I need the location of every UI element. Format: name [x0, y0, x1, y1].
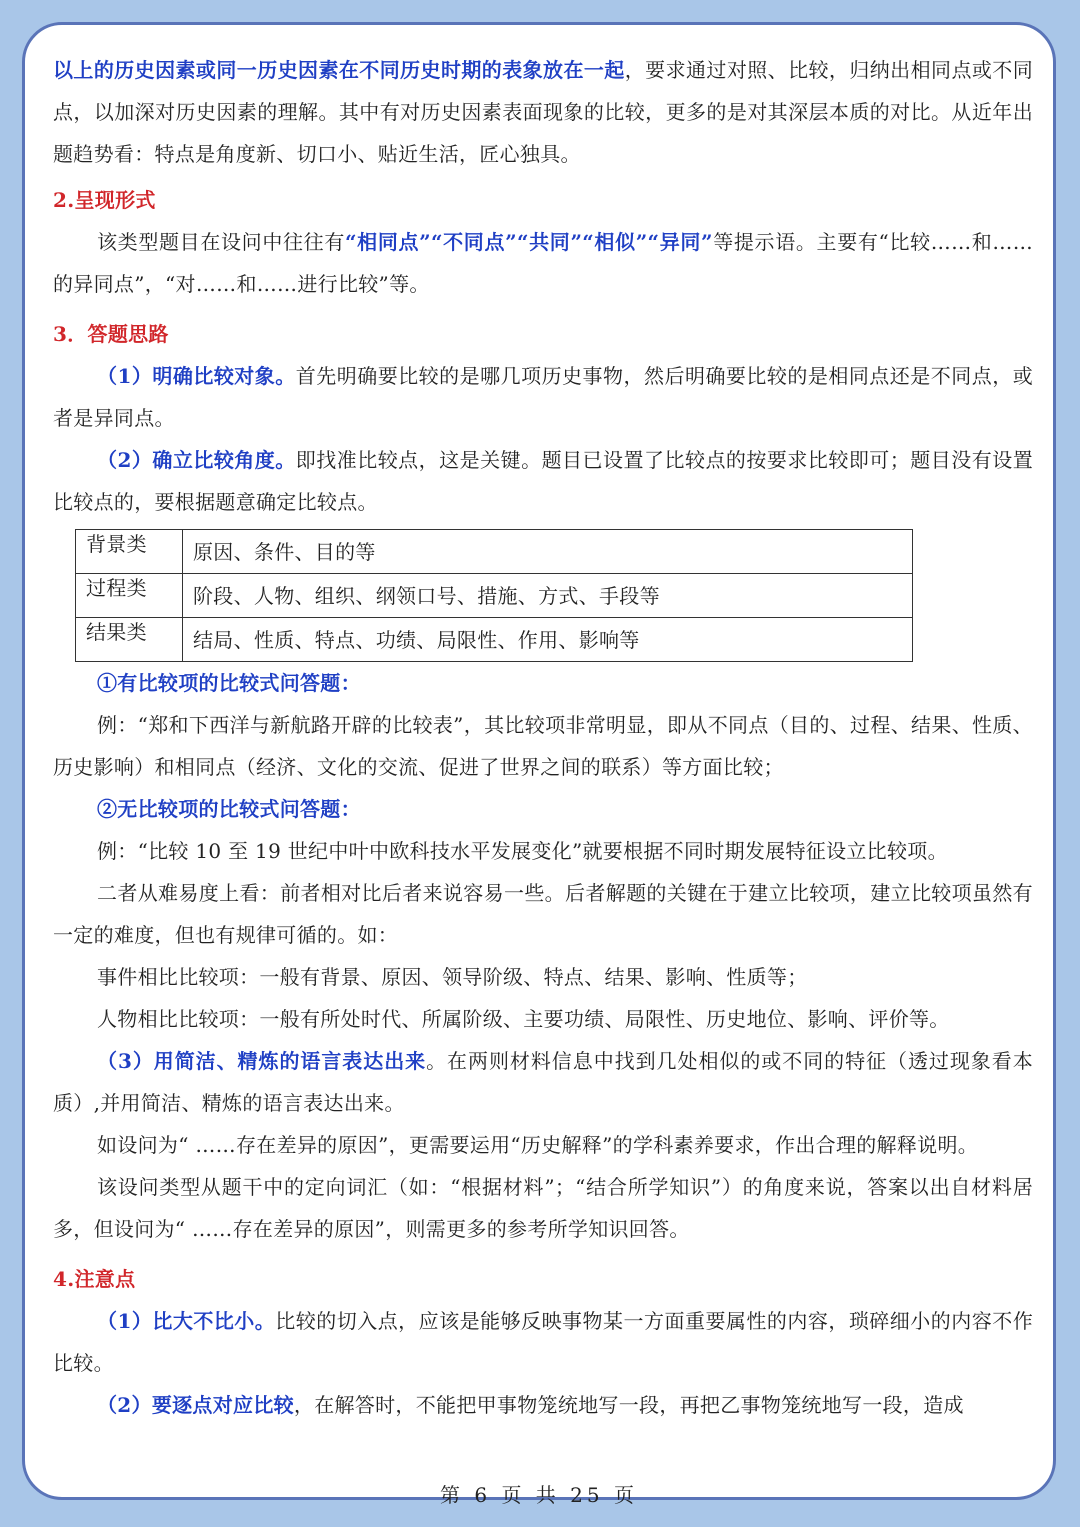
- page-frame: [22, 22, 1056, 1507]
- note-2-text: ，在解答时，不能把甲事物笼统地写一段，再把乙事物笼统地写一段，造成: [293, 1393, 964, 1417]
- paragraph-note-1: [53, 1300, 1033, 1384]
- paragraph-with-items-example: 例：“郑和下西洋与新航路开辟的比较表”，其比较项非常明显，即从不同点（目的、过程、结果、性质、历史影响）和相同点（经济、文化的交流、促进了世界之间的联系）等方面比较；: [53, 713, 1033, 779]
- subheading-with-items: ①有比较项的比较式问答题：: [97, 671, 361, 695]
- table-row: [76, 618, 913, 662]
- table-category: 结果类: [76, 618, 183, 662]
- subheading-without-items: ②无比较项的比较式问答题：: [97, 797, 361, 821]
- step-3-text: 。在两则材料信息中找到几处相似的或不同的特征（透过现象看本质）,并用简洁、精炼的语言表达出来。: [53, 1049, 1033, 1115]
- table-items: 原因、条件、目的等: [183, 530, 913, 574]
- paragraph-difficulty: 二者从难易度上看：前者相对比后者来说容易一些。后者解题的关键在于建立比较项，建立比较项虽然有一定的难度，但也有规律可循的。如：: [53, 881, 1033, 947]
- table-row: [76, 574, 913, 618]
- page-number-footer: 第 6 页 共 25 页: [440, 1483, 638, 1507]
- note-1-head: （1）比大不比小。: [97, 1309, 276, 1333]
- document-body: [53, 49, 1033, 1426]
- paragraph-question-type: 该设问类型从题干中的定向词汇（如：“根据材料”；“结合所学知识”）的角度来说，答案以出自材料居多，但设问为“ ……存在差异的原因”，则需更多的参考所学知识回答。: [53, 1175, 1033, 1241]
- paragraph-step-1: [53, 355, 1033, 439]
- presentation-text-c: 等提示语。主要有“比较……和……的异同点”，“对……和……进行比较”等。: [53, 230, 1034, 296]
- paragraph-person-items: 人物相比比较项：一般有所处时代、所属阶级、主要功绩、局限性、历史地位、影响、评价等。: [97, 1007, 950, 1031]
- table-items: 阶段、人物、组织、纲领口号、措施、方式、手段等: [183, 574, 913, 618]
- step-2-text: 即找准比较点，这是关键。题目已设置了比较点的按要求比较即可；题目没有设置比较点的，要根据题意确定比较点。: [53, 448, 1033, 514]
- intro-text: ，要求通过对照、比较，归纳出相同点或不同点，以加深对历史因素的理解。其中有对历史因素表面现象的比较，更多的是对其深层本质的对比。从近年出题趋势看：特点是角度新、切口小、贴近生活，匠心独具。: [53, 58, 1033, 166]
- note-1-text: 比较的切入点，应该是能够反映事物某一方面重要属性的内容，琐碎细小的内容不作比较。: [53, 1309, 1033, 1375]
- intro-highlight: 以上的历史因素或同一历史因素在不同历史时期的表象放在一起: [53, 58, 625, 82]
- table-category: 过程类: [76, 574, 183, 618]
- note-2-head: （2）要逐点对应比较: [97, 1393, 294, 1417]
- paragraph-intro: [53, 49, 1033, 175]
- heading-notes: 4.注意点: [53, 1267, 136, 1291]
- paragraph-reason: 如设问为“ ……存在差异的原因”，更需要运用“历史解释”的学科素养要求，作出合理的解释说明。: [97, 1133, 979, 1157]
- table-category: 背景类: [76, 530, 183, 574]
- step-1-head: （1）明确比较对象。: [97, 364, 296, 388]
- presentation-keywords: “相同点”“不同点”“共同”“相似”“异同”: [345, 230, 713, 254]
- heading-presentation-form: 2.呈现形式: [53, 188, 156, 212]
- table-items: 结局、性质、特点、功绩、局限性、作用、影响等: [183, 618, 913, 662]
- step-2-head: （2）确立比较角度。: [97, 448, 296, 472]
- table-row: [76, 530, 913, 574]
- paragraph-without-items-example: 例：“比较 10 至 19 世纪中叶中欧科技水平发展变化”就要根据不同时期发展特征设立比较项。: [97, 839, 948, 863]
- heading-answer-approach: 3．答题思路: [53, 322, 169, 346]
- presentation-text-a: 该类型题目在设问中往往有: [97, 230, 345, 254]
- step-3-head: （3）用简洁、精炼的语言表达出来: [97, 1049, 427, 1073]
- paragraph-step-2: [53, 439, 1033, 523]
- paragraph-presentation: [53, 221, 1033, 305]
- step-1-text: 首先明确要比较的是哪几项历史事物，然后明确要比较的是相同点还是不同点，或者是异同点。: [53, 364, 1033, 430]
- paragraph-step-3: [53, 1040, 1033, 1124]
- paragraph-note-2: [53, 1384, 1033, 1426]
- comparison-angle-table: [75, 529, 913, 662]
- paragraph-event-items: 事件相比比较项：一般有背景、原因、领导阶级、特点、结果、影响、性质等；: [97, 965, 808, 989]
